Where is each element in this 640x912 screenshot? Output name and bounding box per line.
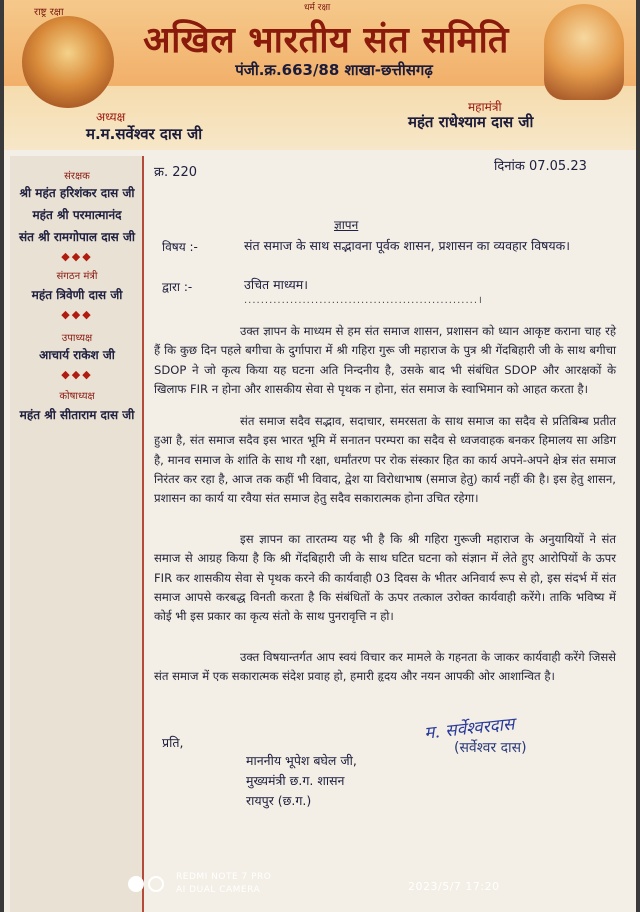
patron-name: महंत श्री परमात्मानंद: [32, 208, 122, 222]
patron-label: संरक्षक: [64, 171, 90, 182]
handwritten-signature: म. सर्वेश्वरदास: [423, 714, 516, 744]
deity-image-left: [22, 16, 114, 108]
patron-name: श्री महंत हरिशंकर दास जी: [19, 186, 135, 200]
to-label: प्रति,: [162, 735, 184, 750]
treasurer-label: कोषाध्यक्ष: [59, 391, 95, 402]
body-paragraph: इस ज्ञापन का तारतम्य यह भी है कि श्री गहिरा गुरूजी महाराज के अनुयायियों ने संत समाज से आग्रह किया है कि श्री गेंदबिहारी जी के साथ घटित घटना को संज्ञान में लेते हुए आरोपियों के ऊपर FIR कर शासकीय सेवा से पृथक करने की कार्यवाही 03 दिवस के भीतर अनिवार्य रूप से हो, इस संदर्भ में संत समाज आपसे करबद्ध विनती करता है कि संबंधितों के ऊपर तत्काल उरोक्त कार्यवाही करेंगे। ताकि भविष्य में कोई भी इस प्रकार का कृत्य संतो के साथ पुनरावृत्ति न हो।: [154, 532, 616, 624]
addressee-line: मुख्यमंत्री छ.ग. शासन: [246, 773, 345, 788]
separator-diamonds: ◆◆◆: [61, 250, 93, 263]
letter-date: दिनांक 07.05.23: [494, 159, 587, 174]
motto-center: धर्म रक्षा: [304, 3, 331, 13]
camera-type: AI DUAL CAMERA: [176, 885, 261, 895]
addressee-line: रायपुर (छ.ग.): [246, 793, 312, 808]
president-label: अध्यक्ष: [96, 110, 126, 124]
photo-timestamp: 2023/5/7 17:20: [408, 880, 500, 893]
vice-president-name: आचार्य राकेश जी: [39, 348, 115, 362]
president-name: म.म.सर्वेश्वर दास जी: [86, 125, 203, 143]
memorandum-title: ज्ञापन: [334, 218, 359, 232]
camera-lens-icon: [148, 876, 164, 892]
body-paragraph: संत समाज सदैव सद्भाव, सदाचार, समरसता के साथ समाज का सदैव से प्रतिबिम्ब प्रतीत हुआ है, संत समाज सदैव इस भारत भूमि में सनातन परम्परा का सदैव से ध्वजवाहक बनकर हिमालय सा अडिग है, मानव समाज के शांति के साथ गौ रक्षा, धर्मांतरण पर रोक संस्कार हित का कार्य अपने-अपने क्षेत्र संत समाज निरंतर कर रहा है, आज तक कहीं भी विवाद, द्वेश या विरोधाभाष (समाज हेतु) कार्य नहीं की है। इस हेतु शासन, प्रशासन का कार्य या रवैया संत समाज हेतु सदैव सकारात्मक होना उचित रहेगा।: [154, 414, 616, 506]
body-paragraph: उक्त ज्ञापन के माध्यम से हम संत समाज शासन, प्रशासन को ध्यान आकृष्ट कराना चाह रहे हैं कि कुछ दिन पहले बगीचा के दुर्गापारा में श्री गहिरा गुरू जी महाराज के पुत्र श्री गेंदबिहारी जी के साथ बगीचा SDOP ने जो कृत्य किया यह घटना अति निन्दनीय है, उसके बाद भी संबंधित SDOP और आरक्षकों के खिलाफ FIR न होना और शासकीय सेवा से पृथक न होना, संत समाज के स्वाभिमान को आहत करता है।: [154, 324, 616, 396]
sidebar-officials: [10, 156, 144, 912]
patron-name: संत श्री रामगोपाल दास जी: [19, 230, 135, 244]
organization-name: अखिल भारतीय संत समिति: [143, 19, 509, 61]
registration-number: पंजी.क्र.663/88 शाखा-छत्तीसगढ़: [235, 61, 433, 79]
via-text: उचित माध्यम।: [244, 277, 308, 292]
subject-text: संत समाज के साथ सद्भावना पूर्वक शासन, प्रशासन का व्यवहार विषयक।: [244, 238, 570, 253]
camera-model: REDMI NOTE 7 PRO: [176, 872, 272, 882]
signatory-name: (सर्वेश्वर दास): [454, 740, 527, 756]
treasurer-name: महंत श्री सीताराम दास जी: [19, 408, 135, 422]
org-minister-label: संगठन मंत्री: [56, 271, 98, 282]
blank-fill-line: ........................................................।: [244, 295, 483, 306]
separator-diamonds: ◆◆◆: [61, 308, 93, 321]
addressee-line: माननीय भूपेश बघेल जी,: [246, 753, 357, 768]
secretary-name: महंत राधेश्याम दास जी: [408, 113, 534, 131]
letterhead-sheet: [4, 0, 636, 912]
reference-number: क्र. 220: [154, 165, 198, 180]
body-paragraph: उक्त विषयान्तर्गत आप स्वयं विचार कर मामले के गहनता के जाकर कार्यवाही करेंगे जिससे संत समाज में एक सकारात्मक संदेश प्रवाह हो, हमारी हृदय और नयन आपकी ओर आशान्वित है।: [154, 650, 616, 684]
via-label: द्वारा :-: [162, 280, 193, 294]
deity-image-right: [544, 4, 624, 100]
subject-label: विषय :-: [162, 240, 198, 254]
org-minister-name: महंत त्रिवेणी दास जी: [31, 288, 123, 302]
camera-lens-icon: [128, 876, 144, 892]
camera-logo-icon: [128, 876, 168, 896]
secretary-label: महामंत्री: [468, 100, 502, 114]
letter-body: [154, 156, 636, 912]
separator-diamonds: ◆◆◆: [61, 368, 93, 381]
motto-left: राष्ट्र रक्षा: [34, 7, 64, 18]
vice-president-label: उपाध्यक्ष: [61, 333, 93, 344]
letterhead-header: [4, 0, 636, 150]
